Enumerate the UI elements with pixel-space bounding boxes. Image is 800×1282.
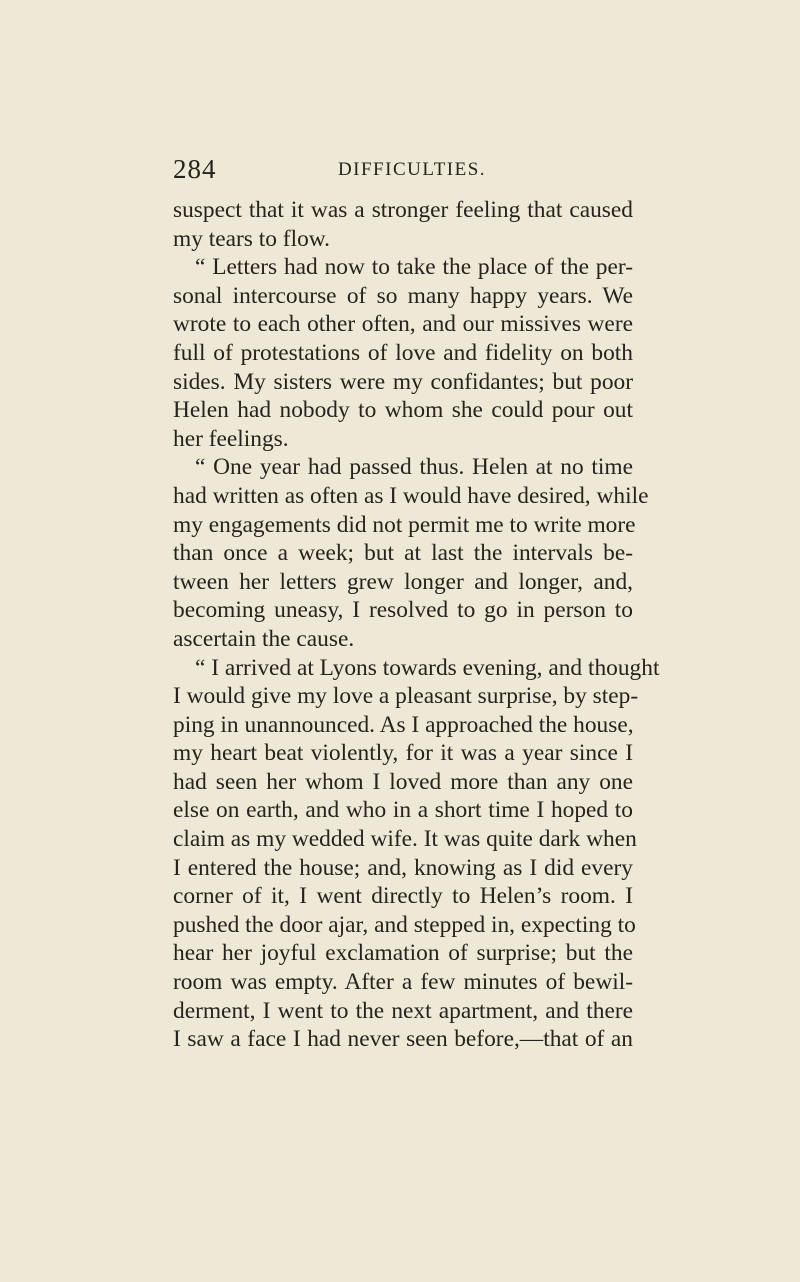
body-text: [173, 196, 660, 1054]
text-line: sides. My sisters were my confidantes; but poor: [173, 368, 633, 395]
text-line: my tears to flow.: [173, 225, 330, 252]
text-line: ping in unannounced. As I approached the house,: [173, 711, 634, 738]
text-line: claim as my wedded wife. It was quite dark when: [173, 826, 637, 853]
text-line: becoming uneasy, I resolved to go in person to: [173, 597, 633, 624]
text-line: room was empty. After a few minutes of bewil-: [173, 969, 633, 996]
text-line: I saw a face I had never seen before,—that of an: [173, 1026, 633, 1053]
text-line: her feelings.: [173, 425, 289, 452]
text-line: else on earth, and who in a short time I hoped to: [173, 797, 633, 824]
text-line: Helen had nobody to whom she could pour out: [173, 397, 633, 424]
running-head: DIFFICULTIES.: [337, 159, 487, 180]
text-line: had seen her whom I loved more than any one: [173, 768, 633, 795]
text-line: hear her joyful exclamation of surprise; but the: [173, 940, 633, 967]
text-line: corner of it, I went directly to Helen’s room. I: [173, 883, 633, 910]
text-line: I would give my love a pleasant surprise, by step-: [173, 683, 639, 710]
text-line: full of protestations of love and fidelity on both: [173, 339, 633, 366]
text-line: pushed the door ajar, and stepped in, expecting to: [173, 911, 636, 938]
page-header: [173, 152, 633, 186]
text-line: suspect that it was a stronger feeling that caused: [173, 197, 633, 223]
text-line: “ Letters had now to take the place of the per-: [195, 254, 633, 281]
text-line: ascertain the cause.: [173, 625, 355, 652]
text-line: my engagements did not permit me to write more: [173, 511, 636, 538]
text-line: I entered the house; and, knowing as I did every: [173, 854, 633, 881]
text-line: wrote to each other often, and our missives were: [173, 311, 633, 338]
text-line: “ One year had passed thus. Helen at no time: [195, 454, 633, 481]
text-line: sonal intercourse of so many happy years. We: [173, 282, 633, 309]
text-line: derment, I went to the next apartment, and there: [173, 997, 633, 1024]
page-number: 284: [173, 154, 217, 184]
text-line: than once a week; but at last the intervals be-: [173, 540, 633, 567]
text-line: my heart beat violently, for it was a year since I: [173, 740, 633, 767]
text-line: tween her letters grew longer and longer, and,: [173, 568, 633, 595]
text-line: had written as often as I would have desired, while: [173, 482, 649, 509]
text-line: “ I arrived at Lyons towards evening, and thought: [195, 654, 660, 681]
